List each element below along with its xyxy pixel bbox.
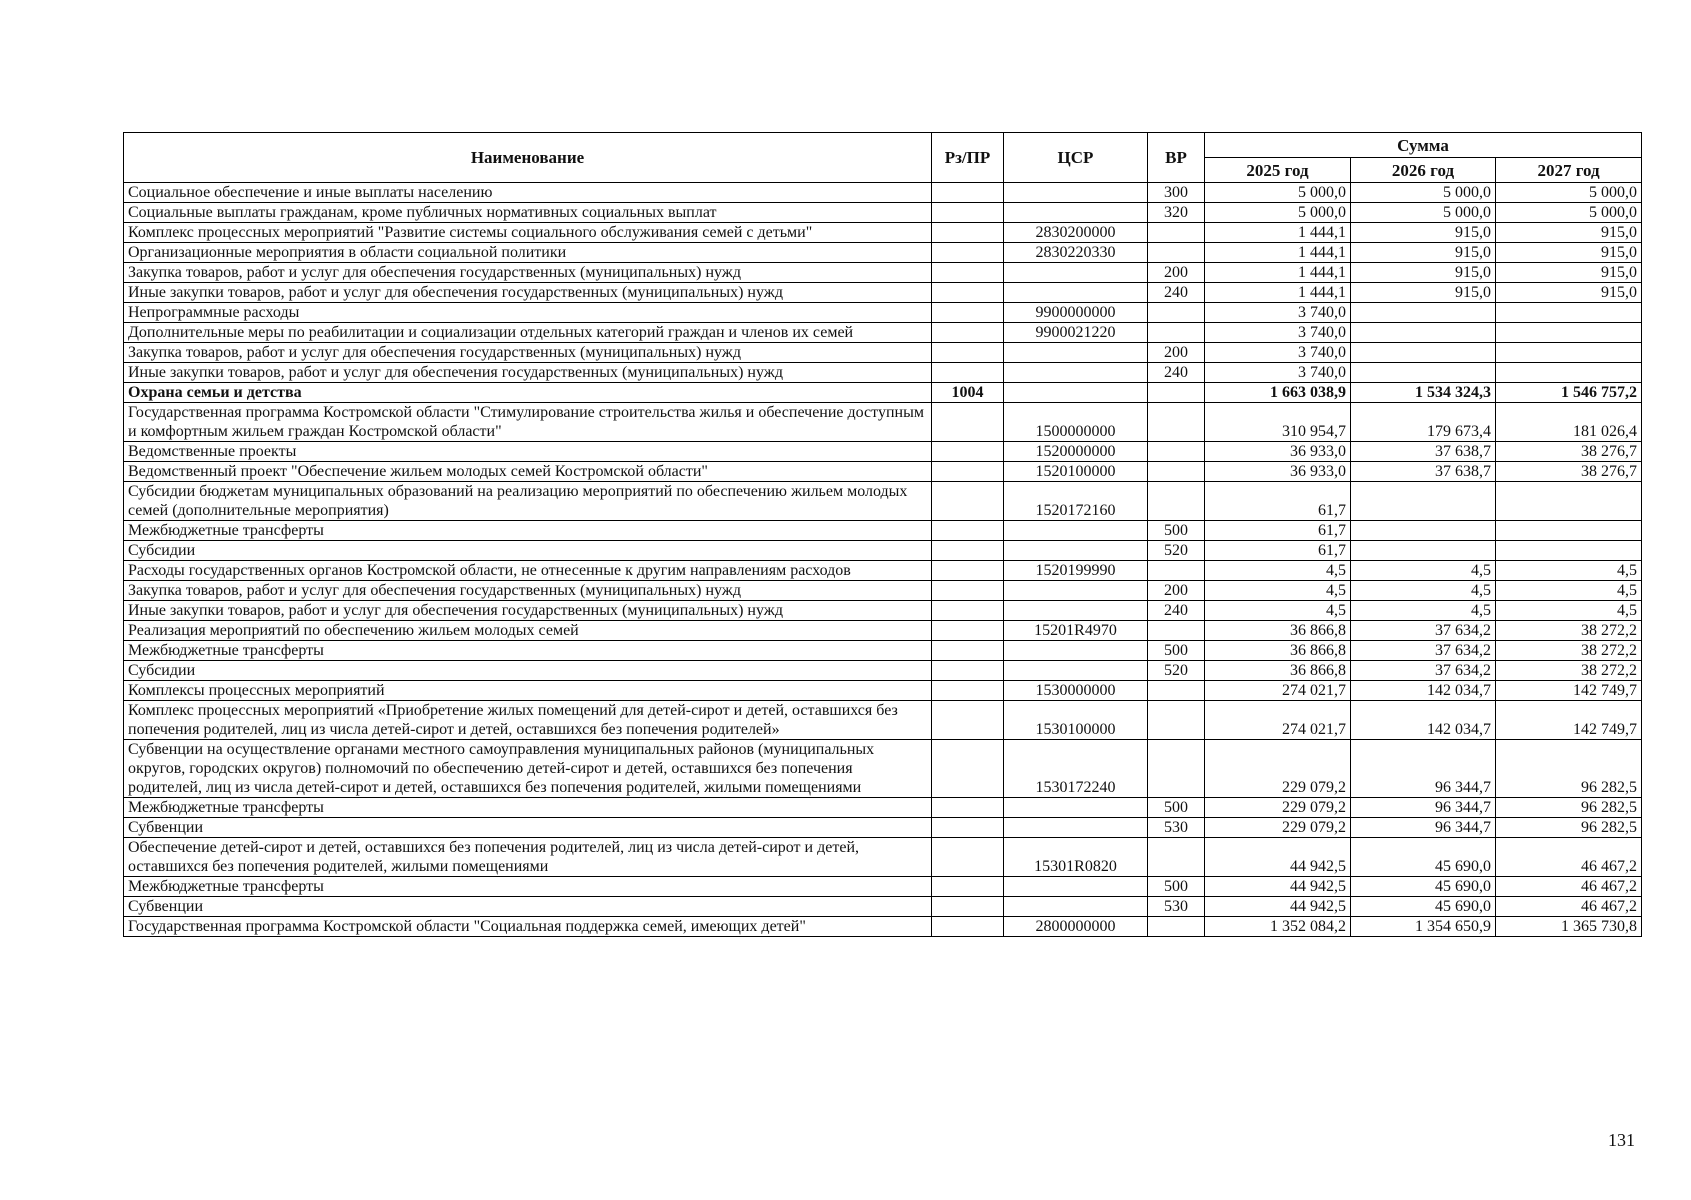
cell-vr (1148, 323, 1205, 343)
cell-csr (1004, 601, 1148, 621)
table-row (124, 681, 1642, 701)
cell-2027: 96 282,5 (1496, 740, 1642, 798)
cell-rz-pr (932, 740, 1004, 798)
cell-2025: 1 444,1 (1205, 223, 1351, 243)
cell-2026: 37 634,2 (1351, 661, 1496, 681)
header-year-2027: 2027 год (1496, 158, 1642, 183)
cell-rz-pr (932, 363, 1004, 383)
cell-vr: 200 (1148, 263, 1205, 283)
cell-name: Расходы государственных органов Костромской области, не отнесенные к другим направлениям расходов (124, 561, 932, 581)
cell-2026 (1351, 482, 1496, 521)
cell-2026: 915,0 (1351, 243, 1496, 263)
cell-name: Государственная программа Костромской области "Социальная поддержка семей, имеющих детей" (124, 917, 932, 937)
cell-csr: 9900000000 (1004, 303, 1148, 323)
cell-2026: 1 354 650,9 (1351, 917, 1496, 937)
table-row (124, 183, 1642, 203)
cell-rz-pr (932, 462, 1004, 482)
cell-rz-pr (932, 541, 1004, 561)
cell-csr (1004, 877, 1148, 897)
cell-name: Дополнительные меры по реабилитации и социализации отдельных категорий граждан и членов их семей (124, 323, 932, 343)
cell-csr (1004, 798, 1148, 818)
cell-name: Субсидии (124, 541, 932, 561)
cell-2025: 1 663 038,9 (1205, 383, 1351, 403)
cell-csr (1004, 641, 1148, 661)
cell-vr: 240 (1148, 601, 1205, 621)
cell-2025: 229 079,2 (1205, 798, 1351, 818)
cell-2027: 915,0 (1496, 243, 1642, 263)
cell-rz-pr (932, 561, 1004, 581)
cell-name: Субсидии (124, 661, 932, 681)
cell-2027: 38 276,7 (1496, 442, 1642, 462)
cell-csr: 15201R4970 (1004, 621, 1148, 641)
table-row (124, 701, 1642, 740)
cell-2026 (1351, 521, 1496, 541)
cell-2025: 36 933,0 (1205, 462, 1351, 482)
cell-name: Межбюджетные трансферты (124, 641, 932, 661)
cell-2026: 45 690,0 (1351, 897, 1496, 917)
table-row (124, 581, 1642, 601)
cell-2026: 5 000,0 (1351, 203, 1496, 223)
cell-2027 (1496, 363, 1642, 383)
cell-rz-pr (932, 521, 1004, 541)
budget-sheet (123, 132, 1641, 937)
cell-name: Закупка товаров, работ и услуг для обеспечения государственных (муниципальных) нужд (124, 263, 932, 283)
cell-name: Субвенции на осуществление органами местного самоуправления муниципальных районов (муниципальных округов, городских округов) полномочий по обеспечению детей-сирот и детей, оставшихся без попечения родителей, лиц из числа детей-сирот и детей, оставшихся без попечения родителей, жилыми помещениями (124, 740, 932, 798)
cell-csr (1004, 203, 1148, 223)
table-row (124, 621, 1642, 641)
table-row (124, 263, 1642, 283)
cell-vr: 500 (1148, 798, 1205, 818)
cell-name: Иные закупки товаров, работ и услуг для обеспечения государственных (муниципальных) нужд (124, 283, 932, 303)
cell-rz-pr (932, 303, 1004, 323)
cell-vr: 500 (1148, 877, 1205, 897)
table-body (124, 183, 1642, 937)
cell-vr (1148, 701, 1205, 740)
cell-vr (1148, 482, 1205, 521)
cell-2025: 61,7 (1205, 482, 1351, 521)
cell-csr: 1500000000 (1004, 403, 1148, 442)
table-row (124, 897, 1642, 917)
cell-name: Межбюджетные трансферты (124, 521, 932, 541)
cell-2027: 96 282,5 (1496, 818, 1642, 838)
cell-2026 (1351, 343, 1496, 363)
cell-2027: 46 467,2 (1496, 877, 1642, 897)
table-row (124, 877, 1642, 897)
cell-vr (1148, 403, 1205, 442)
cell-2026: 142 034,7 (1351, 701, 1496, 740)
cell-2025: 1 352 084,2 (1205, 917, 1351, 937)
table-row (124, 482, 1642, 521)
cell-2025: 3 740,0 (1205, 363, 1351, 383)
cell-2027: 915,0 (1496, 263, 1642, 283)
cell-csr (1004, 183, 1148, 203)
cell-csr (1004, 897, 1148, 917)
table-row (124, 343, 1642, 363)
table-row (124, 323, 1642, 343)
cell-vr: 500 (1148, 641, 1205, 661)
cell-vr: 500 (1148, 521, 1205, 541)
cell-rz-pr (932, 818, 1004, 838)
cell-csr: 1530100000 (1004, 701, 1148, 740)
cell-2026: 96 344,7 (1351, 818, 1496, 838)
cell-rz-pr (932, 897, 1004, 917)
cell-rz-pr (932, 442, 1004, 462)
cell-vr: 240 (1148, 283, 1205, 303)
cell-vr (1148, 223, 1205, 243)
cell-vr: 200 (1148, 581, 1205, 601)
cell-2027: 38 272,2 (1496, 641, 1642, 661)
cell-2027 (1496, 482, 1642, 521)
cell-2025: 310 954,7 (1205, 403, 1351, 442)
cell-2027: 96 282,5 (1496, 798, 1642, 818)
cell-2025: 5 000,0 (1205, 183, 1351, 203)
cell-2027: 4,5 (1496, 581, 1642, 601)
table-row (124, 661, 1642, 681)
cell-2027 (1496, 323, 1642, 343)
table-row (124, 462, 1642, 482)
cell-vr: 300 (1148, 183, 1205, 203)
cell-2026: 4,5 (1351, 561, 1496, 581)
cell-2025: 4,5 (1205, 581, 1351, 601)
cell-2026 (1351, 323, 1496, 343)
cell-csr (1004, 818, 1148, 838)
cell-name: Иные закупки товаров, работ и услуг для обеспечения государственных (муниципальных) нужд (124, 363, 932, 383)
table-row (124, 283, 1642, 303)
cell-rz-pr (932, 798, 1004, 818)
cell-vr: 520 (1148, 541, 1205, 561)
cell-rz-pr (932, 403, 1004, 442)
cell-2027: 46 467,2 (1496, 897, 1642, 917)
cell-rz-pr (932, 701, 1004, 740)
cell-2026: 96 344,7 (1351, 740, 1496, 798)
cell-2025: 3 740,0 (1205, 343, 1351, 363)
table-row (124, 798, 1642, 818)
cell-name: Закупка товаров, работ и услуг для обеспечения государственных (муниципальных) нужд (124, 343, 932, 363)
cell-rz-pr (932, 661, 1004, 681)
cell-2026: 37 638,7 (1351, 442, 1496, 462)
cell-2026: 96 344,7 (1351, 798, 1496, 818)
cell-name: Субвенции (124, 818, 932, 838)
cell-csr (1004, 581, 1148, 601)
cell-2027: 1 546 757,2 (1496, 383, 1642, 403)
cell-2025: 229 079,2 (1205, 818, 1351, 838)
cell-rz-pr (932, 621, 1004, 641)
cell-name: Социальное обеспечение и иные выплаты населению (124, 183, 932, 203)
cell-2027: 38 276,7 (1496, 462, 1642, 482)
cell-2027 (1496, 541, 1642, 561)
cell-2025: 44 942,5 (1205, 838, 1351, 877)
header-csr: ЦСР (1004, 133, 1148, 183)
cell-name: Обеспечение детей-сирот и детей, оставшихся без попечения родителей, лиц из числа детей-сирот и детей, оставшихся без попечения родителей, жилыми помещениями (124, 838, 932, 877)
cell-2025: 36 933,0 (1205, 442, 1351, 462)
cell-2025: 4,5 (1205, 561, 1351, 581)
cell-rz-pr (932, 183, 1004, 203)
cell-2027 (1496, 521, 1642, 541)
table-row (124, 442, 1642, 462)
cell-rz-pr (932, 263, 1004, 283)
header-year-2025: 2025 год (1205, 158, 1351, 183)
cell-rz-pr (932, 323, 1004, 343)
cell-2025: 4,5 (1205, 601, 1351, 621)
cell-csr (1004, 541, 1148, 561)
cell-rz-pr (932, 223, 1004, 243)
table-row (124, 243, 1642, 263)
cell-name: Межбюджетные трансферты (124, 798, 932, 818)
cell-name: Межбюджетные трансферты (124, 877, 932, 897)
table-row (124, 521, 1642, 541)
cell-2027: 38 272,2 (1496, 661, 1642, 681)
cell-2026: 37 634,2 (1351, 641, 1496, 661)
cell-vr (1148, 838, 1205, 877)
cell-name: Закупка товаров, работ и услуг для обеспечения государственных (муниципальных) нужд (124, 581, 932, 601)
cell-2026: 45 690,0 (1351, 877, 1496, 897)
cell-csr: 1520000000 (1004, 442, 1148, 462)
cell-2025: 44 942,5 (1205, 897, 1351, 917)
cell-name: Комплексы процессных мероприятий (124, 681, 932, 701)
cell-vr (1148, 442, 1205, 462)
table-row (124, 303, 1642, 323)
cell-vr (1148, 621, 1205, 641)
cell-name: Комплекс процессных мероприятий "Развитие системы социального обслуживания семей с детьми" (124, 223, 932, 243)
header-rz-pr: Рз/ПР (932, 133, 1004, 183)
table-row (124, 363, 1642, 383)
cell-2027 (1496, 343, 1642, 363)
cell-vr (1148, 561, 1205, 581)
cell-csr (1004, 363, 1148, 383)
cell-vr (1148, 383, 1205, 403)
cell-2027: 142 749,7 (1496, 681, 1642, 701)
cell-rz-pr (932, 243, 1004, 263)
cell-2026: 4,5 (1351, 601, 1496, 621)
cell-2027: 5 000,0 (1496, 203, 1642, 223)
cell-2025: 1 444,1 (1205, 263, 1351, 283)
table-row (124, 223, 1642, 243)
cell-vr: 520 (1148, 661, 1205, 681)
cell-name: Непрограммные расходы (124, 303, 932, 323)
table-row (124, 818, 1642, 838)
cell-2025: 3 740,0 (1205, 323, 1351, 343)
table-row (124, 641, 1642, 661)
cell-2025: 36 866,8 (1205, 661, 1351, 681)
cell-2025: 1 444,1 (1205, 243, 1351, 263)
cell-2026: 45 690,0 (1351, 838, 1496, 877)
cell-rz-pr (932, 681, 1004, 701)
cell-csr: 15301R0820 (1004, 838, 1148, 877)
cell-rz-pr (932, 581, 1004, 601)
cell-2027: 181 026,4 (1496, 403, 1642, 442)
cell-name: Охрана семьи и детства (124, 383, 932, 403)
table-row (124, 601, 1642, 621)
cell-csr (1004, 263, 1148, 283)
cell-name: Ведомственный проект "Обеспечение жильем молодых семей Костромской области" (124, 462, 932, 482)
cell-2027: 5 000,0 (1496, 183, 1642, 203)
cell-name: Социальные выплаты гражданам, кроме публичных нормативных социальных выплат (124, 203, 932, 223)
cell-2027: 4,5 (1496, 601, 1642, 621)
cell-name: Ведомственные проекты (124, 442, 932, 462)
cell-2027: 38 272,2 (1496, 621, 1642, 641)
cell-rz-pr (932, 343, 1004, 363)
budget-table (123, 132, 1642, 937)
cell-2025: 44 942,5 (1205, 877, 1351, 897)
table-row (124, 561, 1642, 581)
cell-rz-pr (932, 482, 1004, 521)
cell-2027: 46 467,2 (1496, 838, 1642, 877)
cell-rz-pr: 1004 (932, 383, 1004, 403)
table-row (124, 917, 1642, 937)
cell-name: Иные закупки товаров, работ и услуг для обеспечения государственных (муниципальных) нужд (124, 601, 932, 621)
cell-2026: 5 000,0 (1351, 183, 1496, 203)
table-row (124, 403, 1642, 442)
cell-vr (1148, 243, 1205, 263)
cell-csr: 2830220330 (1004, 243, 1148, 263)
cell-csr: 2800000000 (1004, 917, 1148, 937)
cell-name: Реализация мероприятий по обеспечению жильем молодых семей (124, 621, 932, 641)
cell-2026: 142 034,7 (1351, 681, 1496, 701)
cell-vr: 320 (1148, 203, 1205, 223)
cell-2026: 915,0 (1351, 223, 1496, 243)
cell-csr: 1520100000 (1004, 462, 1148, 482)
cell-rz-pr (932, 283, 1004, 303)
cell-2026 (1351, 303, 1496, 323)
cell-vr: 530 (1148, 818, 1205, 838)
cell-2025: 3 740,0 (1205, 303, 1351, 323)
cell-csr (1004, 661, 1148, 681)
cell-2027 (1496, 303, 1642, 323)
header-vr: ВР (1148, 133, 1205, 183)
cell-csr: 1530000000 (1004, 681, 1148, 701)
page-number: 131 (1608, 1130, 1635, 1150)
table-row (124, 740, 1642, 798)
table-row (124, 838, 1642, 877)
cell-2026: 915,0 (1351, 283, 1496, 303)
cell-2025: 36 866,8 (1205, 641, 1351, 661)
cell-name: Комплекс процессных мероприятий «Приобретение жилых помещений для детей-сирот и детей, оставшихся без попечения родителей, лиц из числа детей-сирот и детей, оставшихся без попечения родителей» (124, 701, 932, 740)
cell-name: Государственная программа Костромской области "Стимулирование строительства жилья и обеспечение доступным и комфортным жильем граждан Костромской области" (124, 403, 932, 442)
cell-2026: 915,0 (1351, 263, 1496, 283)
cell-2026: 179 673,4 (1351, 403, 1496, 442)
cell-csr: 9900021220 (1004, 323, 1148, 343)
cell-rz-pr (932, 203, 1004, 223)
cell-csr (1004, 283, 1148, 303)
cell-2026: 37 638,7 (1351, 462, 1496, 482)
header-year-2026: 2026 год (1351, 158, 1496, 183)
cell-2025: 61,7 (1205, 541, 1351, 561)
cell-2026 (1351, 541, 1496, 561)
table-row (124, 541, 1642, 561)
cell-2026: 37 634,2 (1351, 621, 1496, 641)
cell-rz-pr (932, 601, 1004, 621)
cell-2025: 1 444,1 (1205, 283, 1351, 303)
cell-csr: 2830200000 (1004, 223, 1148, 243)
cell-vr (1148, 681, 1205, 701)
cell-name: Субвенции (124, 897, 932, 917)
cell-csr (1004, 383, 1148, 403)
cell-vr: 240 (1148, 363, 1205, 383)
cell-2027: 4,5 (1496, 561, 1642, 581)
cell-2026: 4,5 (1351, 581, 1496, 601)
cell-2027: 915,0 (1496, 283, 1642, 303)
cell-csr: 1520172160 (1004, 482, 1148, 521)
cell-csr: 1520199990 (1004, 561, 1148, 581)
cell-rz-pr (932, 877, 1004, 897)
cell-rz-pr (932, 641, 1004, 661)
cell-vr: 530 (1148, 897, 1205, 917)
cell-name: Субсидии бюджетам муниципальных образований на реализацию мероприятий по обеспечению жильем молодых семей (дополнительные мероприятия) (124, 482, 932, 521)
cell-vr: 200 (1148, 343, 1205, 363)
cell-2027: 1 365 730,8 (1496, 917, 1642, 937)
cell-vr (1148, 917, 1205, 937)
cell-vr (1148, 303, 1205, 323)
cell-2025: 61,7 (1205, 521, 1351, 541)
cell-vr (1148, 462, 1205, 482)
cell-2026 (1351, 363, 1496, 383)
cell-2025: 229 079,2 (1205, 740, 1351, 798)
cell-rz-pr (932, 838, 1004, 877)
cell-2026: 1 534 324,3 (1351, 383, 1496, 403)
cell-2025: 5 000,0 (1205, 203, 1351, 223)
header-name: Наименование (124, 133, 932, 183)
cell-2027: 142 749,7 (1496, 701, 1642, 740)
cell-vr (1148, 740, 1205, 798)
header-sum: Сумма (1205, 133, 1642, 158)
cell-csr (1004, 343, 1148, 363)
cell-csr (1004, 521, 1148, 541)
cell-csr: 1530172240 (1004, 740, 1148, 798)
cell-2025: 274 021,7 (1205, 681, 1351, 701)
cell-name: Организационные мероприятия в области социальной политики (124, 243, 932, 263)
cell-2025: 274 021,7 (1205, 701, 1351, 740)
cell-2027: 915,0 (1496, 223, 1642, 243)
cell-2025: 36 866,8 (1205, 621, 1351, 641)
table-row (124, 203, 1642, 223)
cell-rz-pr (932, 917, 1004, 937)
table-row (124, 383, 1642, 403)
